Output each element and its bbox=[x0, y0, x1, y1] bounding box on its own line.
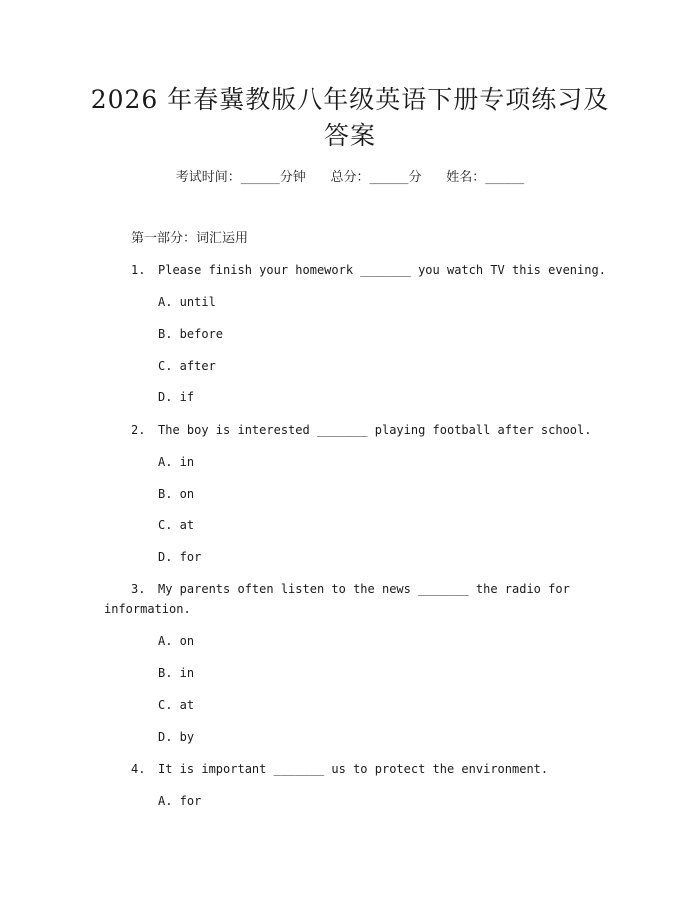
question-number: 4. bbox=[131, 762, 146, 776]
option-b[interactable]: B. before bbox=[158, 327, 224, 341]
section-title: 第一部分：词汇运用 bbox=[131, 231, 249, 246]
option-a[interactable]: A. on bbox=[158, 634, 195, 648]
option-a[interactable]: A. for bbox=[158, 794, 202, 808]
option-c[interactable]: C. at bbox=[158, 698, 195, 712]
option-d[interactable]: D. by bbox=[158, 730, 195, 744]
option-a[interactable]: A. in bbox=[158, 455, 195, 469]
question-stem: Please finish your homework _______ you watch TV this evening. bbox=[158, 263, 606, 277]
question-stem: The boy is interested _______ playing football after school. bbox=[158, 423, 592, 437]
title-line-2: 答案 bbox=[323, 121, 376, 150]
question-number: 1. bbox=[131, 263, 146, 277]
title-line-1: 2026 年春冀教版八年级英语下册专项练习及 bbox=[90, 85, 610, 114]
option-b[interactable]: B. on bbox=[158, 487, 195, 501]
question-number: 2. bbox=[131, 423, 146, 437]
option-a[interactable]: A. until bbox=[158, 295, 216, 309]
document-title bbox=[90, 82, 610, 154]
question-number: 3. bbox=[131, 582, 146, 596]
option-b[interactable]: B. in bbox=[158, 666, 195, 680]
question-stem-line-1: My parents often listen to the news _______ the radio for bbox=[158, 582, 570, 596]
option-c[interactable]: C. after bbox=[158, 359, 216, 373]
question-stem: It is important _______ us to protect the environment. bbox=[158, 762, 549, 776]
question-stem-line-2: information. bbox=[104, 602, 191, 616]
option-d[interactable]: D. for bbox=[158, 550, 202, 564]
option-d[interactable]: D. if bbox=[158, 390, 195, 404]
exam-info-line: 考试时间：______分钟 总分：______分 姓名：______ bbox=[175, 170, 525, 185]
option-c[interactable]: C. at bbox=[158, 518, 195, 532]
